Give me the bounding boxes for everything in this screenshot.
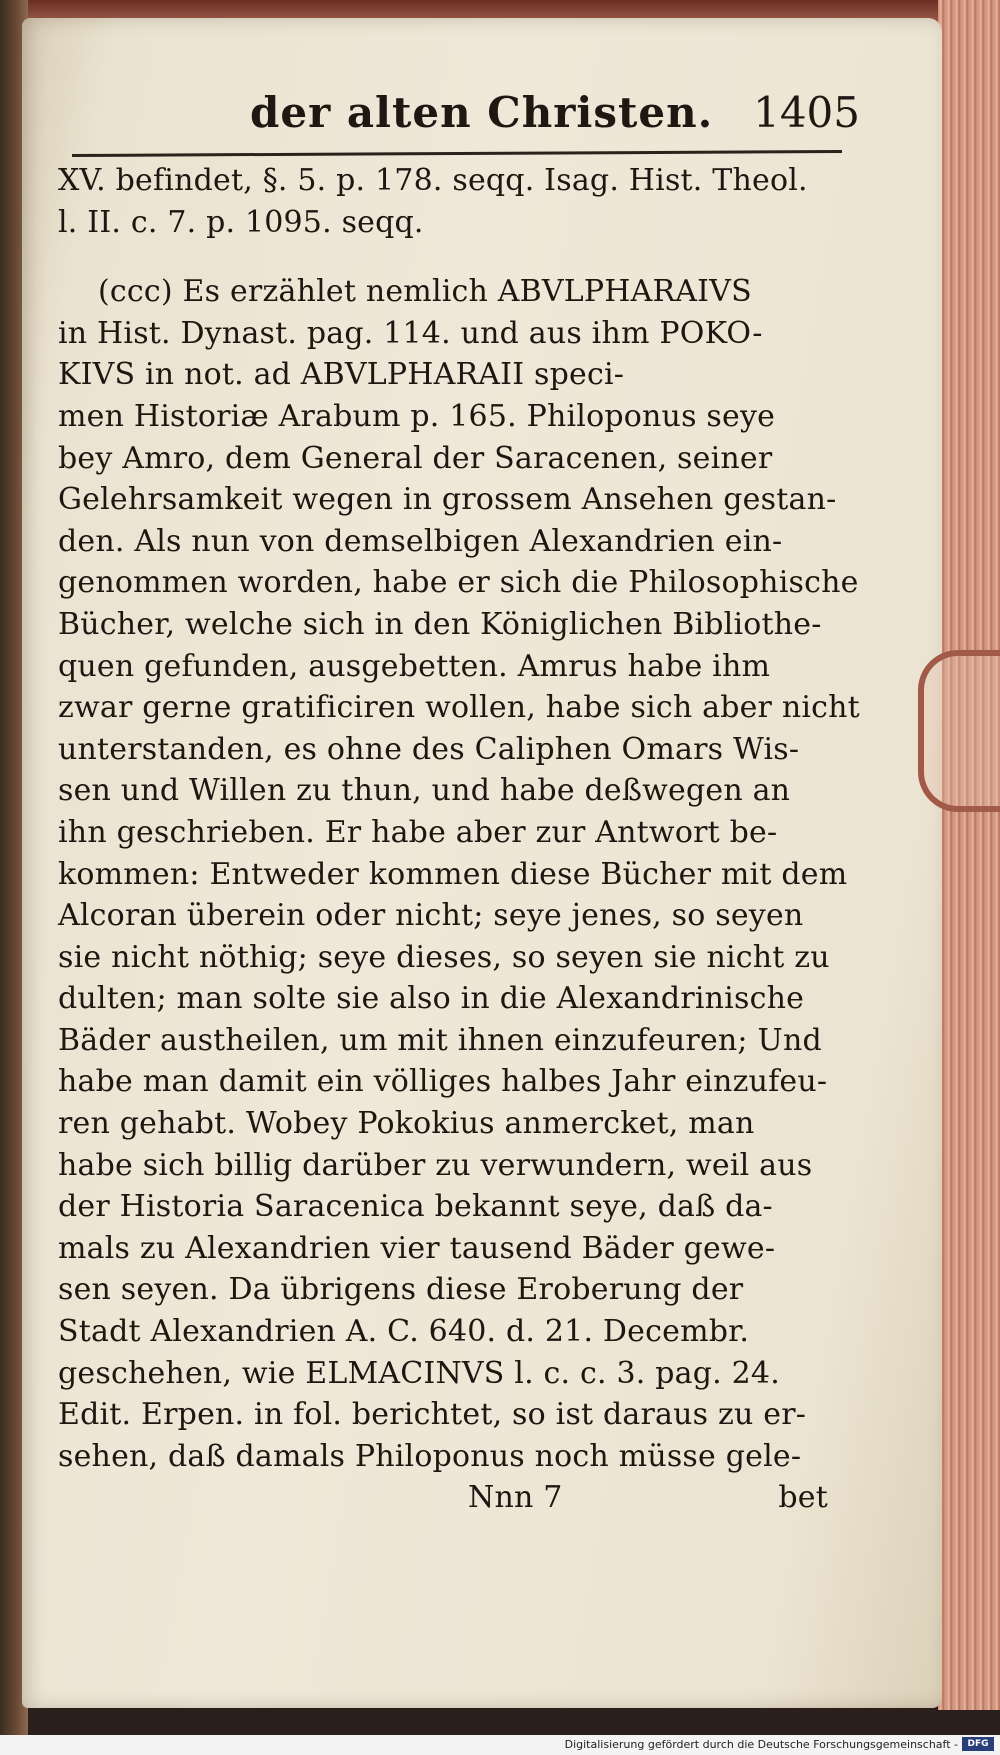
- text-line: Bücher, welche sich in den Königlichen Bibliothe-: [58, 606, 822, 642]
- dfg-logo: DFG: [962, 1737, 994, 1751]
- text-line: men Historiæ Arabum p. 165. Philoponus seye: [58, 398, 776, 434]
- digitization-credit: Digitalisierung gefördert durch die Deutsche Forschungsgemeinschaft -: [564, 1738, 958, 1751]
- page-header: [250, 88, 860, 158]
- text-line: dulten; man solte sie also in die Alexandrinische: [58, 981, 805, 1017]
- text-line: Alcoran überein oder nicht; seye jenes, so seyen: [58, 898, 804, 934]
- text-line: habe man damit ein völliges halbes Jahr einzufeu-: [58, 1064, 828, 1100]
- text-line: Bäder austheilen, um mit ihnen einzufeuren; Und: [58, 1022, 822, 1058]
- text-line: Edit. Erpen. in fol. berichtet, so ist daraus zu er-: [58, 1397, 807, 1433]
- text-line: ren gehabt. Wobey Pokokius anmercket, man: [58, 1106, 755, 1142]
- text-line: genommen worden, habe er sich die Philosophische: [58, 565, 859, 601]
- body-text: [58, 160, 860, 1519]
- text-line: mals zu Alexandrien vier tausend Bäder gewe-: [58, 1230, 776, 1266]
- text-line: zwar gerne gratificiren wollen, habe sich aber nicht: [58, 690, 860, 726]
- text-line: den. Als nun von demselbigen Alexandrien ein-: [58, 523, 783, 559]
- text-line: sen und Willen zu thun, und habe deßwegen an: [58, 773, 791, 809]
- text-line: quen gefunden, ausgebetten. Amrus habe ihm: [58, 648, 771, 684]
- text-line: sehen, daß damals Philoponus noch müsse gele-: [58, 1438, 802, 1474]
- text-line: Stadt Alexandrien A. C. 640. d. 21. Decembr.: [58, 1314, 750, 1350]
- text-line: kommen: Entweder kommen diese Bücher mit dem: [58, 856, 848, 892]
- text-line: der Historia Saracenica bekannt seye, daß da-: [58, 1189, 773, 1225]
- page-number: 1405: [753, 88, 860, 137]
- text-line: geschehen, wie ELMACINVS l. c. c. 3. pag. 24.: [58, 1355, 780, 1391]
- page-stack-edge: [938, 0, 1000, 1710]
- running-head: der alten Christen.: [250, 88, 714, 137]
- text-line: in Hist. Dynast. pag. 114. und aus ihm POKO-: [58, 315, 763, 351]
- text-line: XV. befindet, §. 5. p. 178. seqq. Isag. Hist. Theol.: [58, 163, 808, 198]
- signature-line: [58, 1477, 848, 1519]
- text-line: unterstanden, es ohne des Caliphen Omars Wis-: [58, 731, 800, 767]
- signature-mark: Nnn 7: [468, 1480, 563, 1516]
- text-line: bey Amro, dem General der Saracenen, seiner: [58, 440, 773, 476]
- text-line: ihn geschrieben. Er habe aber zur Antwort be-: [58, 814, 778, 850]
- text-line: Gelehrsamkeit wegen in grossem Ansehen gestan-: [58, 482, 837, 518]
- text-line: (ccc) Es erzählet nemlich ABVLPHARAIVS: [98, 274, 752, 310]
- paragraph-gap: [58, 243, 848, 271]
- text-line: l. II. c. 7. p. 1095. seqq.: [58, 204, 424, 240]
- book-clasp: [918, 650, 1000, 812]
- text-line: KIVS in not. ad ABVLPHARAII speci-: [58, 357, 625, 393]
- text-line: habe sich billig darüber zu verwundern, weil aus: [58, 1147, 813, 1183]
- text-line: sen seyen. Da übrigens diese Eroberung der: [58, 1272, 744, 1308]
- catchword: bet: [778, 1480, 828, 1516]
- text-line: sie nicht nöthig; seye dieses, so seyen sie nicht zu: [58, 939, 830, 975]
